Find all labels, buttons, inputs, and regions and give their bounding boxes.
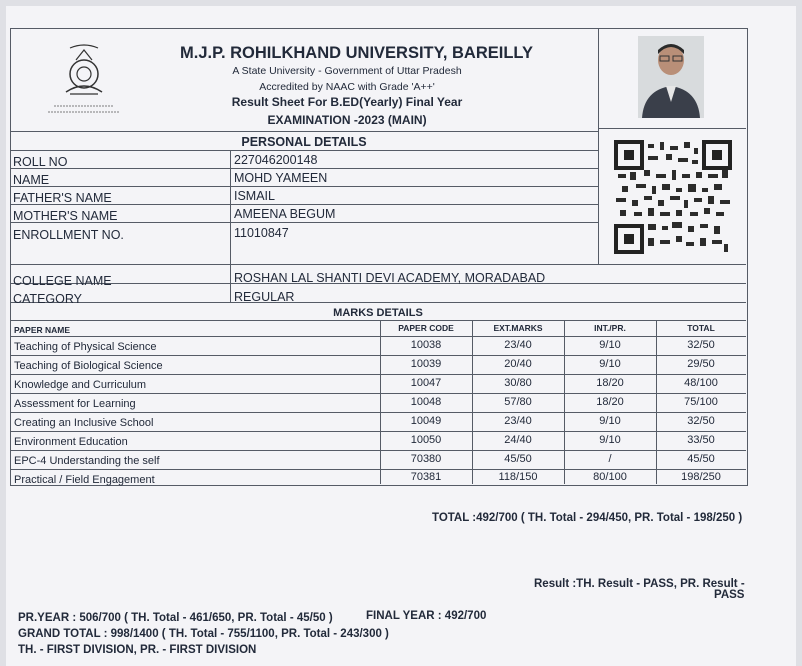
int-marks: 18/20	[596, 377, 624, 389]
paper-name: Knowledge and Curriculum	[14, 379, 147, 391]
ext-marks: 118/150	[498, 471, 538, 483]
paper-name: Teaching of Physical Science	[14, 341, 157, 353]
col-int-pr: INT./PR.	[594, 323, 626, 333]
qr-code	[614, 140, 732, 254]
enrollment-label: ENROLLMENT NO.	[13, 228, 124, 242]
total-marks: 33/50	[687, 434, 715, 446]
total-marks: 32/50	[687, 339, 715, 351]
paper-code: 70380	[410, 453, 442, 465]
col-ext-marks: EXT.MARKS	[493, 323, 543, 333]
ext-marks: 57/80	[504, 396, 532, 408]
result-sheet-title: Result Sheet For B.ED(Yearly) Final Year	[231, 95, 463, 109]
int-marks: 9/10	[599, 358, 621, 370]
int-marks: 18/20	[596, 396, 624, 408]
student-photo	[638, 36, 704, 118]
mothers-name-value: AMEENA BEGUM	[234, 207, 336, 221]
paper-code: 10038	[410, 339, 442, 351]
paper-code: 70381	[410, 471, 442, 483]
int-marks: 9/10	[599, 415, 621, 427]
category-value: REGULAR	[234, 290, 295, 304]
grand-total-summary: GRAND TOTAL : 998/1400 ( TH. Total - 755/1100, PR. Total - 243/300 )	[18, 628, 389, 640]
ext-marks: 30/80	[504, 377, 532, 389]
result-line: Result :TH. Result - PASS, PR. Result -	[534, 578, 745, 590]
total-marks: 32/50	[687, 415, 715, 427]
personal-details-heading: PERSONAL DETAILS	[241, 135, 367, 149]
university-logo	[40, 40, 128, 120]
total-marks: 45/50	[687, 453, 715, 465]
int-marks: 80/100	[593, 471, 627, 483]
roll-no-label: ROLL NO	[13, 155, 68, 169]
state-university-line: A State University - Government of Uttar Pradesh	[232, 65, 462, 77]
fathers-name-value: ISMAIL	[234, 189, 275, 203]
name-value: MOHD YAMEEN	[234, 171, 328, 185]
total-marks: 75/100	[684, 396, 718, 408]
paper-name: Creating an Inclusive School	[14, 417, 154, 429]
paper-code: 10039	[410, 358, 442, 370]
ext-marks: 23/40	[504, 415, 532, 427]
paper-code: 10049	[410, 415, 442, 427]
college-name-label: COLLEGE NAME	[13, 274, 112, 288]
paper-name: Assessment for Learning	[14, 398, 136, 410]
paper-code: 10050	[410, 434, 442, 446]
ext-marks: 20/40	[504, 358, 532, 370]
paper-name: EPC-4 Understanding the self	[14, 455, 160, 467]
roll-no-value: 227046200148	[234, 153, 318, 167]
int-marks: 9/10	[599, 339, 621, 351]
col-total: TOTAL	[687, 323, 715, 333]
name-label: NAME	[13, 173, 50, 187]
university-name: M.J.P. ROHILKHAND UNIVERSITY, BAREILLY	[180, 44, 533, 62]
paper-code: 10048	[410, 396, 442, 408]
ext-marks: 24/40	[504, 434, 532, 446]
enrollment-value: 11010847	[234, 226, 289, 240]
int-marks: /	[608, 453, 612, 465]
paper-name: Teaching of Biological Science	[14, 360, 163, 372]
previous-year-summary: PR.YEAR : 506/700 ( TH. Total - 461/650, PR. Total - 45/50 )	[18, 612, 333, 624]
total-summary: TOTAL :492/700 ( TH. Total - 294/450, PR. Total - 198/250 )	[432, 512, 743, 524]
paper-code: 10047	[410, 377, 442, 389]
int-marks: 9/10	[599, 434, 621, 446]
category-label: CATEGORY	[13, 292, 82, 306]
total-marks: 198/250	[681, 471, 721, 483]
paper-name: Environment Education	[14, 436, 128, 448]
mothers-name-label: MOTHER'S NAME	[13, 209, 118, 223]
accreditation-line: Accredited by NAAC with Grade 'A++'	[259, 81, 435, 93]
col-paper-name: PAPER NAME	[14, 325, 71, 335]
division-summary: TH. - FIRST DIVISION, PR. - FIRST DIVISION	[18, 644, 257, 656]
examination-title: EXAMINATION -2023 (MAIN)	[267, 113, 427, 127]
ext-marks: 23/40	[504, 339, 532, 351]
total-marks: 29/50	[687, 358, 715, 370]
marks-details-heading: MARKS DETAILS	[333, 307, 423, 319]
col-paper-code: PAPER CODE	[398, 323, 454, 333]
paper-name: Practical / Field Engagement	[14, 474, 155, 486]
college-name-value: ROSHAN LAL SHANTI DEVI ACADEMY, MORADABAD	[234, 271, 546, 285]
final-year-summary: FINAL YEAR : 492/700	[366, 610, 487, 622]
result-pass: PASS	[714, 589, 745, 601]
total-marks: 48/100	[684, 377, 718, 389]
fathers-name-label: FATHER'S NAME	[13, 191, 112, 205]
ext-marks: 45/50	[504, 453, 532, 465]
